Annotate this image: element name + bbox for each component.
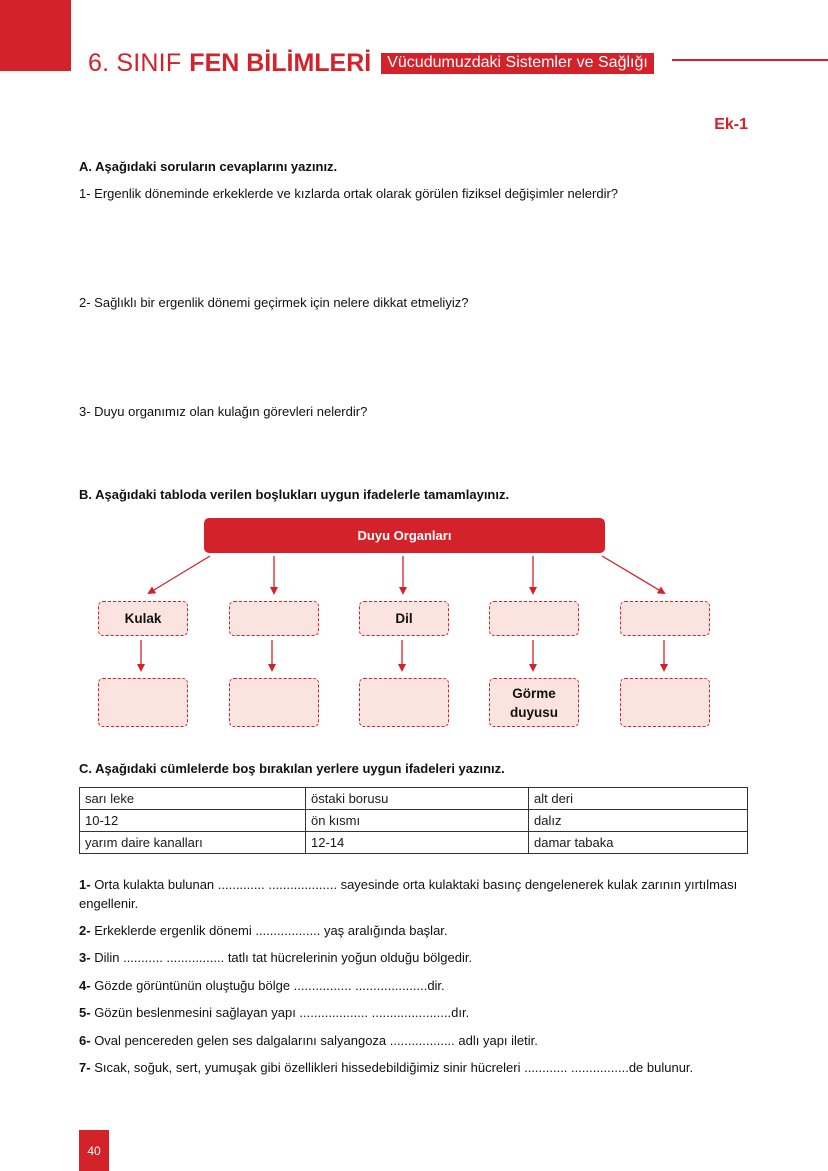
item-number: 3- [79, 950, 91, 965]
fill-blank-item [79, 948, 749, 967]
organ-box-3[interactable]: Dil [359, 601, 449, 636]
item-text: Orta kulakta bulunan ............. ................... sayesinde orta kulaktaki basınç dengelenerek kulak zarının yırtılması engellenir. [79, 877, 738, 911]
arrow-root-to-box-1 [149, 556, 210, 593]
table-cell: damar tabaka [529, 832, 748, 854]
arrow-root-to-box-5 [602, 556, 664, 593]
item-number: 1- [79, 877, 91, 892]
organ-box-2[interactable] [229, 601, 319, 636]
table-row [80, 832, 748, 854]
sense-box-2[interactable] [229, 678, 319, 727]
item-number: 7- [79, 1060, 91, 1075]
table-cell: alt deri [529, 788, 748, 810]
table-cell: yarım daire kanalları [80, 832, 306, 854]
header-subject: FEN BİLİMLERİ [189, 48, 372, 77]
table-cell: 10-12 [80, 810, 306, 832]
item-text: Gözün beslenmesini sağlayan yapı ................... ......................dır. [94, 1005, 470, 1020]
item-text: Sıcak, soğuk, sert, yumuşak gibi özellikleri hissedebildiğimiz sinir hücreleri ............ ................de bulunur. [94, 1060, 694, 1075]
item-text: Erkeklerde ergenlik dönemi .................. yaş aralığında başlar. [94, 923, 448, 938]
diagram-root-sense-organs: Duyu Organları [204, 518, 605, 553]
item-number: 2- [79, 923, 91, 938]
item-text: Gözde görüntünün oluştuğu bölge ................ ....................dir. [94, 978, 445, 993]
table-cell: 12-14 [306, 832, 529, 854]
table-cell: dalız [529, 810, 748, 832]
question-3: 3- Duyu organımız olan kulağın görevleri nelerdir? [79, 404, 368, 419]
organ-box-5[interactable] [620, 601, 710, 636]
sense-box-5[interactable] [620, 678, 710, 727]
question-1: 1- Ergenlik döneminde erkeklerde ve kızlarda ortak olarak görülen fiziksel değişimler nelerdir? [79, 186, 619, 201]
sense-box-1[interactable] [98, 678, 188, 727]
section-a-title: A. Aşağıdaki soruların cevaplarını yazınız. [79, 159, 338, 174]
fill-blank-item [79, 1058, 749, 1077]
table-row [80, 788, 748, 810]
table-cell: sarı leke [80, 788, 306, 810]
item-number: 6- [79, 1033, 91, 1048]
header-grade: 6. SINIF [88, 48, 182, 77]
organ-box-1[interactable]: Kulak [98, 601, 188, 636]
fill-blank-item [79, 1031, 749, 1050]
item-text: Oval pencereden gelen ses dalgalarını salyangoza .................. adlı yapı iletir. [94, 1033, 538, 1048]
appendix-label: Ek-1 [714, 116, 748, 133]
item-number: 4- [79, 978, 91, 993]
section-b-title: B. Aşağıdaki tabloda verilen boşlukları uygun ifadelerle tamamlayınız. [79, 487, 510, 502]
item-text: Dilin ........... ................ tatlı tat hücrelerinin yoğun olduğu bölgedir. [94, 950, 473, 965]
fill-blank-item [79, 976, 749, 995]
table-row [80, 810, 748, 832]
page-number: 40 [79, 1130, 109, 1171]
header-unit: Vücudumuzdaki Sistemler ve Sağlığı [381, 53, 654, 74]
sense-box-4[interactable]: Görme duyusu [489, 678, 579, 727]
organ-box-4[interactable] [489, 601, 579, 636]
question-2: 2- Sağlıklı bir ergenlik dönemi geçirmek için nelere dikkat etmeliyiz? [79, 295, 469, 310]
section-c-title: C. Aşağıdaki cümlelerde boş bırakılan yerlere uygun ifadeleri yazınız. [79, 761, 505, 776]
word-bank-table [79, 787, 748, 854]
table-cell: östaki borusu [306, 788, 529, 810]
fill-blank-item [79, 921, 749, 940]
sense-box-3[interactable] [359, 678, 449, 727]
fill-blank-item [79, 1003, 749, 1022]
item-number: 5- [79, 1005, 91, 1020]
table-cell: ön kısmı [306, 810, 529, 832]
fill-blank-item [79, 875, 749, 913]
